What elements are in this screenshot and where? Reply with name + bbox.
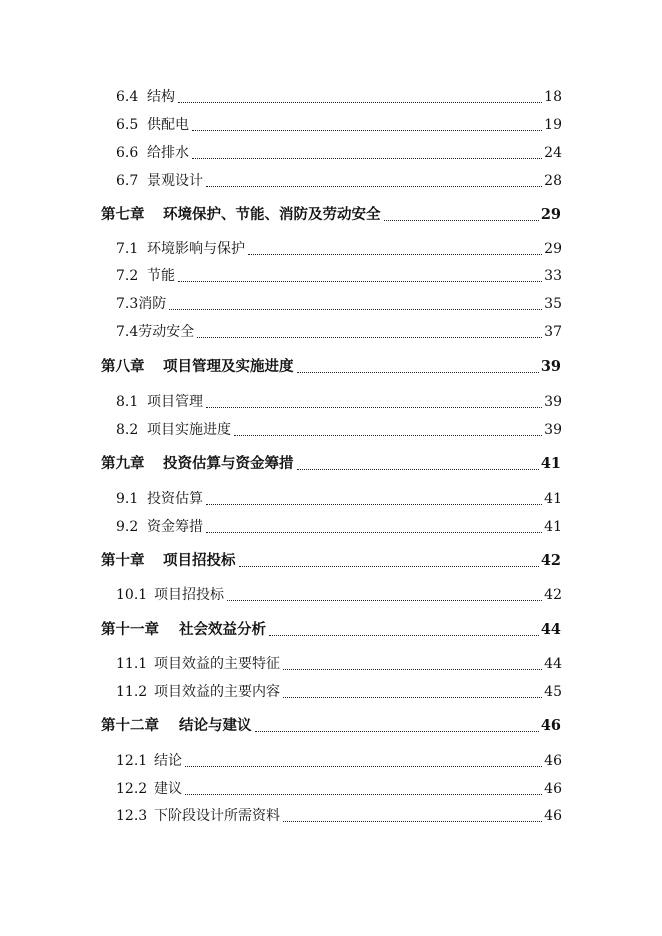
page-number: 29 [540,206,561,223]
toc-entry-6-5[interactable] [116,115,562,135]
section-number: 12.1 [116,753,148,769]
chapter-title: 社会效益分析 [179,621,266,638]
toc-entry-8-2[interactable] [116,420,562,440]
toc-entry-11-2[interactable] [116,682,562,702]
section-title: 供配电 [147,117,189,133]
dot-leader [239,566,539,567]
section-number: 7.2 [116,268,139,284]
dot-leader [283,821,542,822]
page-number: 35 [544,296,562,312]
section-number: 8.2 [116,422,139,438]
dot-leader [192,158,542,159]
section-number: 11.1 [116,656,148,672]
section-number: 8.1 [116,394,139,410]
toc-chapter-10[interactable] [101,551,561,571]
page-number: 42 [540,552,561,569]
dot-leader [283,697,542,698]
section-number: 6.5 [116,117,139,133]
toc-chapter-12[interactable] [101,716,561,736]
toc-entry-9-2[interactable] [116,517,562,537]
toc-entry-12-2[interactable] [116,779,562,799]
section-number: 7.1 [116,241,139,257]
section-title: 景观设计 [147,173,203,189]
toc-entry-7-2[interactable] [116,266,562,286]
dot-leader [178,281,542,282]
toc-chapter-8[interactable] [101,357,561,377]
page-number: 44 [544,656,562,672]
section-number: 12.2 [116,781,148,797]
section-number: 6.7 [116,173,139,189]
section-title: 环境影响与保护 [147,241,245,257]
dot-leader [234,435,542,436]
dot-leader [185,794,542,795]
toc-chapter-11[interactable] [101,620,561,640]
toc-chapter-7[interactable] [101,205,561,225]
page-number: 37 [544,324,562,340]
section-title: 建议 [154,781,182,797]
section-title: 项目管理 [147,394,203,410]
page-number: 42 [544,587,562,603]
chapter-number: 第九章 [101,455,145,472]
page-number: 44 [540,621,561,638]
toc-entry-6-7[interactable] [116,171,562,191]
section-number: 10.1 [116,587,148,603]
dot-leader [297,372,539,373]
dot-leader [283,669,542,670]
section-number: 7.3 [116,296,139,312]
page-number: 41 [544,519,562,535]
page-number: 46 [540,717,561,734]
dot-leader [297,469,539,470]
page-number: 39 [544,394,562,410]
page-number: 45 [544,684,562,700]
section-number: 7.4 [116,324,139,340]
page-number: 39 [544,422,562,438]
section-title: 下阶段设计所需资料 [154,808,280,824]
toc-entry-8-1[interactable] [116,392,562,412]
toc-entry-6-6[interactable] [116,143,562,163]
page-number: 33 [544,268,562,284]
section-number: 12.3 [116,808,148,824]
dot-leader [384,220,539,221]
page-number: 46 [544,808,562,824]
page-number: 39 [540,358,561,375]
section-title: 项目实施进度 [147,422,231,438]
dot-leader [269,635,539,636]
section-number: 6.6 [116,145,139,161]
page-number: 28 [544,173,562,189]
chapter-title: 项目招投标 [163,552,236,569]
section-title: 项目效益的主要内容 [154,684,280,700]
dot-leader [169,309,542,310]
toc-entry-12-1[interactable] [116,751,562,771]
dot-leader [192,130,542,131]
section-title: 项目招投标 [154,587,224,603]
toc-entry-7-3[interactable] [116,294,562,314]
chapter-title: 项目管理及实施进度 [163,358,294,375]
page-number: 18 [544,89,562,105]
toc-entry-7-1[interactable] [116,239,562,259]
page-number: 46 [544,753,562,769]
section-number: 9.2 [116,519,139,535]
dot-leader [227,600,542,601]
dot-leader [206,186,542,187]
section-title: 节能 [147,268,175,284]
section-number: 9.1 [116,491,139,507]
page-number: 41 [540,455,561,472]
section-title: 结论 [154,753,182,769]
section-title: 投资估算 [147,491,203,507]
toc-entry-10-1[interactable] [116,585,562,605]
toc-entry-11-1[interactable] [116,654,562,674]
dot-leader [255,731,539,732]
section-number: 11.2 [116,684,148,700]
dot-leader [178,102,542,103]
dot-leader [206,532,542,533]
chapter-number: 第十一章 [101,621,159,638]
page-number: 24 [544,145,562,161]
toc-entry-12-3[interactable] [116,806,562,826]
section-title: 劳动安全 [138,324,195,340]
dot-leader [206,504,542,505]
section-title: 结构 [147,89,175,105]
dot-leader [248,254,542,255]
dot-leader [206,407,542,408]
section-title: 资金筹措 [147,519,203,535]
section-title: 给排水 [147,145,189,161]
toc-entry-7-4[interactable] [116,322,562,342]
page-number: 19 [544,117,562,133]
section-number: 6.4 [116,89,139,105]
dot-leader [185,766,542,767]
dot-leader [197,337,542,338]
chapter-title: 结论与建议 [179,717,252,734]
toc-entry-9-1[interactable] [116,489,562,509]
chapter-title: 环境保护、节能、消防及劳动安全 [163,206,381,223]
chapter-number: 第七章 [101,206,145,223]
chapter-number: 第十章 [101,552,145,569]
chapter-title: 投资估算与资金筹措 [163,455,294,472]
toc-chapter-9[interactable] [101,454,561,474]
page-number: 41 [544,491,562,507]
section-title: 消防 [138,296,167,312]
toc-entry-6-4[interactable] [116,87,562,107]
page-number: 46 [544,781,562,797]
chapter-number: 第十二章 [101,717,159,734]
section-title: 项目效益的主要特征 [154,656,280,672]
page-number: 29 [544,241,562,257]
chapter-number: 第八章 [101,358,145,375]
